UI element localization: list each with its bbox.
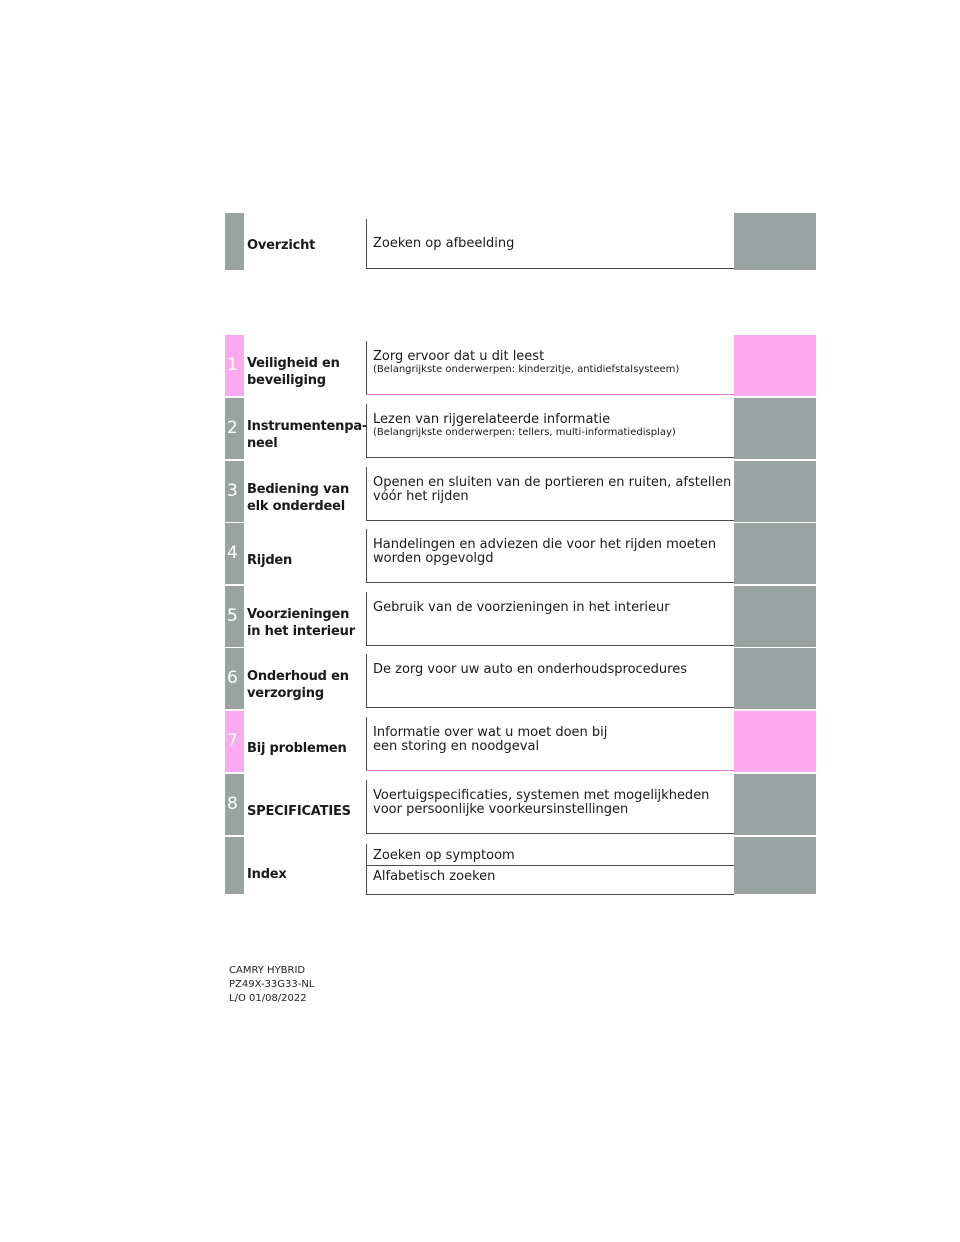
chapter-number-tab xyxy=(225,335,244,396)
footer-model: CAMRY HYBRID xyxy=(229,965,306,976)
chapter-desc[interactable] xyxy=(366,467,734,521)
chapter-number-tab xyxy=(225,398,244,459)
chapter-row-4[interactable] xyxy=(225,523,816,584)
chapter-desc-main: Gebruik van de voorzieningen in het interieur xyxy=(373,600,670,615)
index-title: Index xyxy=(247,867,287,882)
chapter-number-tab xyxy=(225,648,244,709)
footer-code: PZ49X-33G33-NL xyxy=(229,979,315,990)
chapter-number-tab xyxy=(225,461,244,522)
index-symptom-search[interactable]: Zoeken op symptoom xyxy=(366,844,734,866)
chapter-desc[interactable] xyxy=(366,341,734,395)
chapter-desc[interactable] xyxy=(366,717,734,771)
chapter-number: 8 xyxy=(227,794,238,814)
chapter-right-tab[interactable] xyxy=(734,523,816,584)
chapter-right-tab[interactable] xyxy=(734,461,816,522)
chapter-number-tab xyxy=(225,586,244,647)
overview-right-tab[interactable] xyxy=(734,213,816,270)
chapter-right-tab[interactable] xyxy=(734,774,816,835)
chapter-number: 4 xyxy=(227,543,238,563)
chapter-title: Bediening van elk onderdeel xyxy=(247,482,350,514)
chapter-right-tab[interactable] xyxy=(734,648,816,709)
chapter-right-tab[interactable] xyxy=(734,398,816,459)
chapter-desc[interactable] xyxy=(366,592,734,646)
chapter-number: 1 xyxy=(227,355,238,375)
chapter-desc[interactable] xyxy=(366,529,734,583)
chapter-number: 2 xyxy=(227,418,238,438)
chapter-desc[interactable] xyxy=(366,654,734,708)
overview-row[interactable] xyxy=(225,213,816,270)
chapter-desc[interactable] xyxy=(366,780,734,834)
footer-date: L/O 01/08/2022 xyxy=(229,993,307,1004)
chapter-row-7[interactable] xyxy=(225,711,816,772)
chapter-desc-main: Zorg ervoor dat u dit leest xyxy=(373,349,545,364)
overview-desc[interactable] xyxy=(366,219,734,269)
chapter-desc-sub: (Belangrijkste onderwerpen: kinderzitje, antidiefstalsysteem) xyxy=(373,364,680,375)
index-tab-strip xyxy=(225,837,244,894)
chapter-desc-main: Handelingen en adviezen die voor het rijden moeten worden opgevolgd xyxy=(373,537,717,566)
chapter-row-3[interactable] xyxy=(225,461,816,522)
index-desc xyxy=(366,837,734,894)
chapter-number: 3 xyxy=(227,481,238,501)
chapter-desc-main: Lezen van rijgerelateerde informatie xyxy=(373,412,611,427)
chapter-desc[interactable] xyxy=(366,404,734,458)
chapter-desc-main: De zorg voor uw auto en onderhoudsprocedures xyxy=(373,662,688,677)
chapter-right-tab[interactable] xyxy=(734,335,816,396)
chapter-desc-main: Openen en sluiten van de portieren en ruiten, afstellen vóór het rijden xyxy=(373,475,732,504)
chapter-title: Veiligheid en beveiliging xyxy=(247,356,340,388)
chapter-right-tab[interactable] xyxy=(734,586,816,647)
chapter-title: Bij problemen xyxy=(247,741,347,756)
index-row[interactable] xyxy=(225,837,816,894)
chapter-row-8[interactable] xyxy=(225,774,816,835)
chapter-title: SPECIFICATIES xyxy=(247,804,351,819)
chapter-row-2[interactable] xyxy=(225,398,816,459)
chapter-number: 5 xyxy=(227,606,238,626)
footer-info xyxy=(229,964,314,1006)
chapter-title: Voorzieningen in het interieur xyxy=(247,607,355,639)
chapter-right-tab[interactable] xyxy=(734,711,816,772)
chapter-desc-main: Informatie over wat u moet doen bij een storing en noodgeval xyxy=(373,725,608,754)
index-alphabetical-search[interactable]: Alfabetisch zoeken xyxy=(366,866,734,895)
overview-desc-text: Zoeken op afbeelding xyxy=(373,236,515,251)
overview-tab-strip xyxy=(225,213,244,270)
chapter-title: Rijden xyxy=(247,553,293,568)
chapter-number-tab xyxy=(225,711,244,772)
chapter-desc-sub: (Belangrijkste onderwerpen: tellers, multi-informatiedisplay) xyxy=(373,427,676,438)
chapter-title: Onderhoud en verzorging xyxy=(247,669,349,701)
chapter-row-5[interactable] xyxy=(225,586,816,647)
chapter-row-1[interactable] xyxy=(225,335,816,396)
chapter-number: 6 xyxy=(227,668,238,688)
chapter-desc-main: Voertuigspecificaties, systemen met mogelijkheden voor persoonlijke voorkeursinstellingen xyxy=(373,788,710,817)
chapter-number-tab xyxy=(225,774,244,835)
chapter-number: 7 xyxy=(227,731,238,751)
chapter-row-6[interactable] xyxy=(225,648,816,709)
chapter-title: Instrumentenpa-neel xyxy=(247,419,368,451)
overview-title: Overzicht xyxy=(247,238,316,253)
chapter-number-tab xyxy=(225,523,244,584)
index-right-tab[interactable] xyxy=(734,837,816,894)
